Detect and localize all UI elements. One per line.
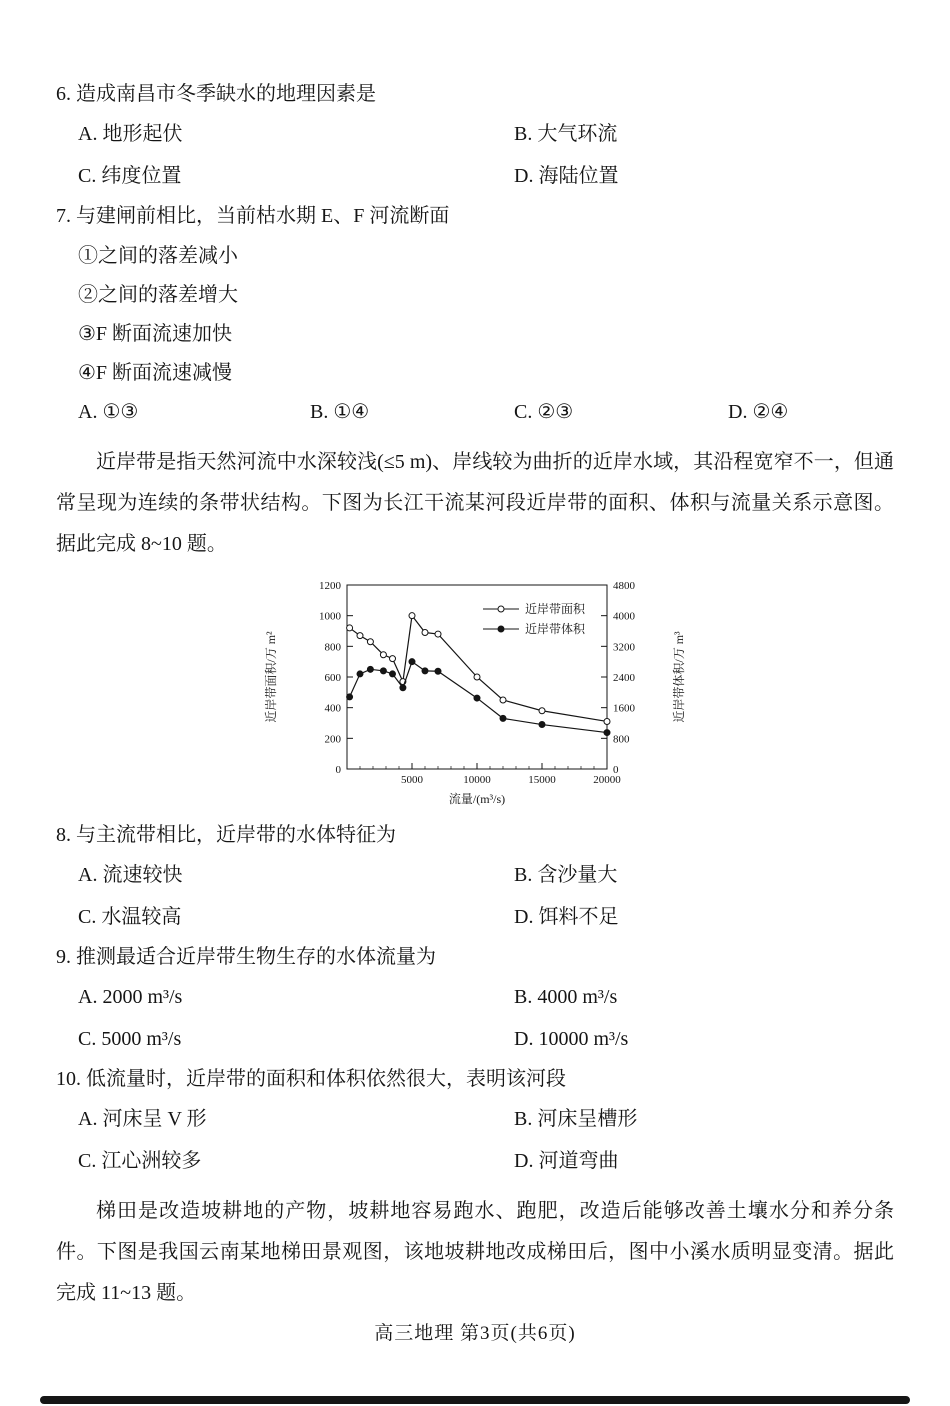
question-7-option-a: A. ①③ [78, 401, 139, 423]
passage-terrace: 梯田是改造坡耕地的产物，坡耕地容易跑水、跑肥，改造后能够改善土壤水分和养分条件。下图是我国云南某地梯田景观图，该地坡耕地改成梯田后，图中小溪水质明显变清。据此完成 11~13 题。 [56, 1200, 894, 1304]
question-9-stem: 9. 推测最适合近岸带生物生存的水体流量为 [56, 946, 436, 968]
svg-text:4800: 4800 [613, 580, 635, 592]
question-8-option-c: C. 水温较高 [78, 906, 182, 928]
svg-text:20000: 20000 [593, 774, 621, 786]
area-volume-flow-chart [259, 571, 691, 819]
question-9-options [56, 987, 894, 1049]
area-volume-flow-chart-svg [259, 571, 691, 815]
question-7-statement-2: ②之间的落差增大 [78, 284, 238, 306]
svg-text:0: 0 [613, 764, 619, 776]
chart-figure [56, 571, 894, 819]
question-9 [56, 947, 894, 1049]
question-8-option-d: D. 饵料不足 [514, 906, 619, 928]
question-7-options [56, 402, 894, 422]
question-10-option-d: D. 河道弯曲 [514, 1150, 619, 1172]
question-9-option-b: B. 4000 m³/s [514, 986, 618, 1008]
question-6-stem: 6. 造成南昌市冬季缺水的地理因素是 [56, 83, 376, 105]
svg-text:2400: 2400 [613, 672, 635, 684]
svg-text:5000: 5000 [401, 774, 423, 786]
svg-text:200: 200 [324, 733, 341, 746]
question-8-option-a: A. 流速较快 [78, 864, 183, 886]
question-10-stem: 10. 低流量时，近岸带的面积和体积依然很大，表明该河段 [56, 1068, 566, 1090]
question-7-statement-1: ①之间的落差减小 [78, 245, 238, 267]
question-10 [56, 1069, 894, 1171]
svg-text:400: 400 [324, 702, 341, 715]
question-7-option-c: C. ②③ [514, 401, 574, 423]
question-10-option-b: B. 河床呈槽形 [514, 1108, 638, 1130]
question-6-options [56, 124, 894, 186]
svg-text:近岸带面积: 近岸带面积 [525, 602, 586, 616]
question-8-option-b: B. 含沙量大 [514, 864, 618, 886]
svg-text:1200: 1200 [319, 580, 341, 592]
question-9-option-d: D. 10000 m³/s [514, 1028, 629, 1050]
question-10-option-c: C. 江心洲较多 [78, 1150, 202, 1172]
svg-text:10000: 10000 [463, 774, 491, 786]
svg-text:近岸带体积/万 m³: 近岸带体积/万 m³ [672, 631, 686, 723]
question-6-option-b: B. 大气环流 [514, 123, 618, 145]
svg-text:800: 800 [324, 641, 341, 654]
svg-text:流量/(m³/s): 流量/(m³/s) [448, 792, 506, 806]
question-7 [56, 206, 894, 422]
scan-artifact [40, 1396, 910, 1404]
question-7-stem: 7. 与建闸前相比，当前枯水期 E、F 河流断面 [56, 205, 450, 227]
passage-nearshore: 近岸带是指天然河流中水深较浅(≤5 m)、岸线较为曲折的近岸水域，其沿程宽窄不一，但通常呈现为连续的条带状结构。下图为长江干流某河段近岸带的面积、体积与流量关系示意图。据此完成 8~10 题。 [56, 451, 894, 555]
question-6-option-c: C. 纬度位置 [78, 165, 182, 187]
svg-text:3200: 3200 [613, 641, 635, 654]
svg-text:600: 600 [324, 672, 341, 684]
svg-text:800: 800 [613, 733, 630, 746]
svg-text:15000: 15000 [528, 774, 556, 786]
question-9-option-c: C. 5000 m³/s [78, 1028, 182, 1050]
svg-text:4000: 4000 [613, 610, 635, 623]
question-10-options [56, 1109, 894, 1171]
question-7-option-b: B. ①④ [310, 401, 370, 423]
question-8-stem: 8. 与主流带相比，近岸带的水体特征为 [56, 824, 396, 846]
svg-text:近岸带体积: 近岸带体积 [525, 622, 586, 636]
question-9-option-a: A. 2000 m³/s [78, 986, 183, 1008]
question-7-statement-4: ④F 断面流速减慢 [78, 362, 233, 384]
question-7-statement-3: ③F 断面流速加快 [78, 323, 233, 345]
svg-text:1600: 1600 [613, 702, 635, 715]
svg-text:0: 0 [335, 764, 341, 776]
question-6-option-d: D. 海陆位置 [514, 165, 619, 187]
question-6 [56, 84, 894, 186]
page-footer: 高三地理 第3页(共6页) [374, 1323, 576, 1344]
svg-text:近岸带面积/万 m²: 近岸带面积/万 m² [264, 631, 278, 723]
question-6-option-a: A. 地形起伏 [78, 123, 183, 145]
question-10-option-a: A. 河床呈 V 形 [78, 1108, 207, 1130]
question-8 [56, 825, 894, 927]
question-7-option-d: D. ②④ [728, 401, 789, 423]
svg-text:1000: 1000 [319, 610, 341, 623]
question-8-options [56, 865, 894, 927]
